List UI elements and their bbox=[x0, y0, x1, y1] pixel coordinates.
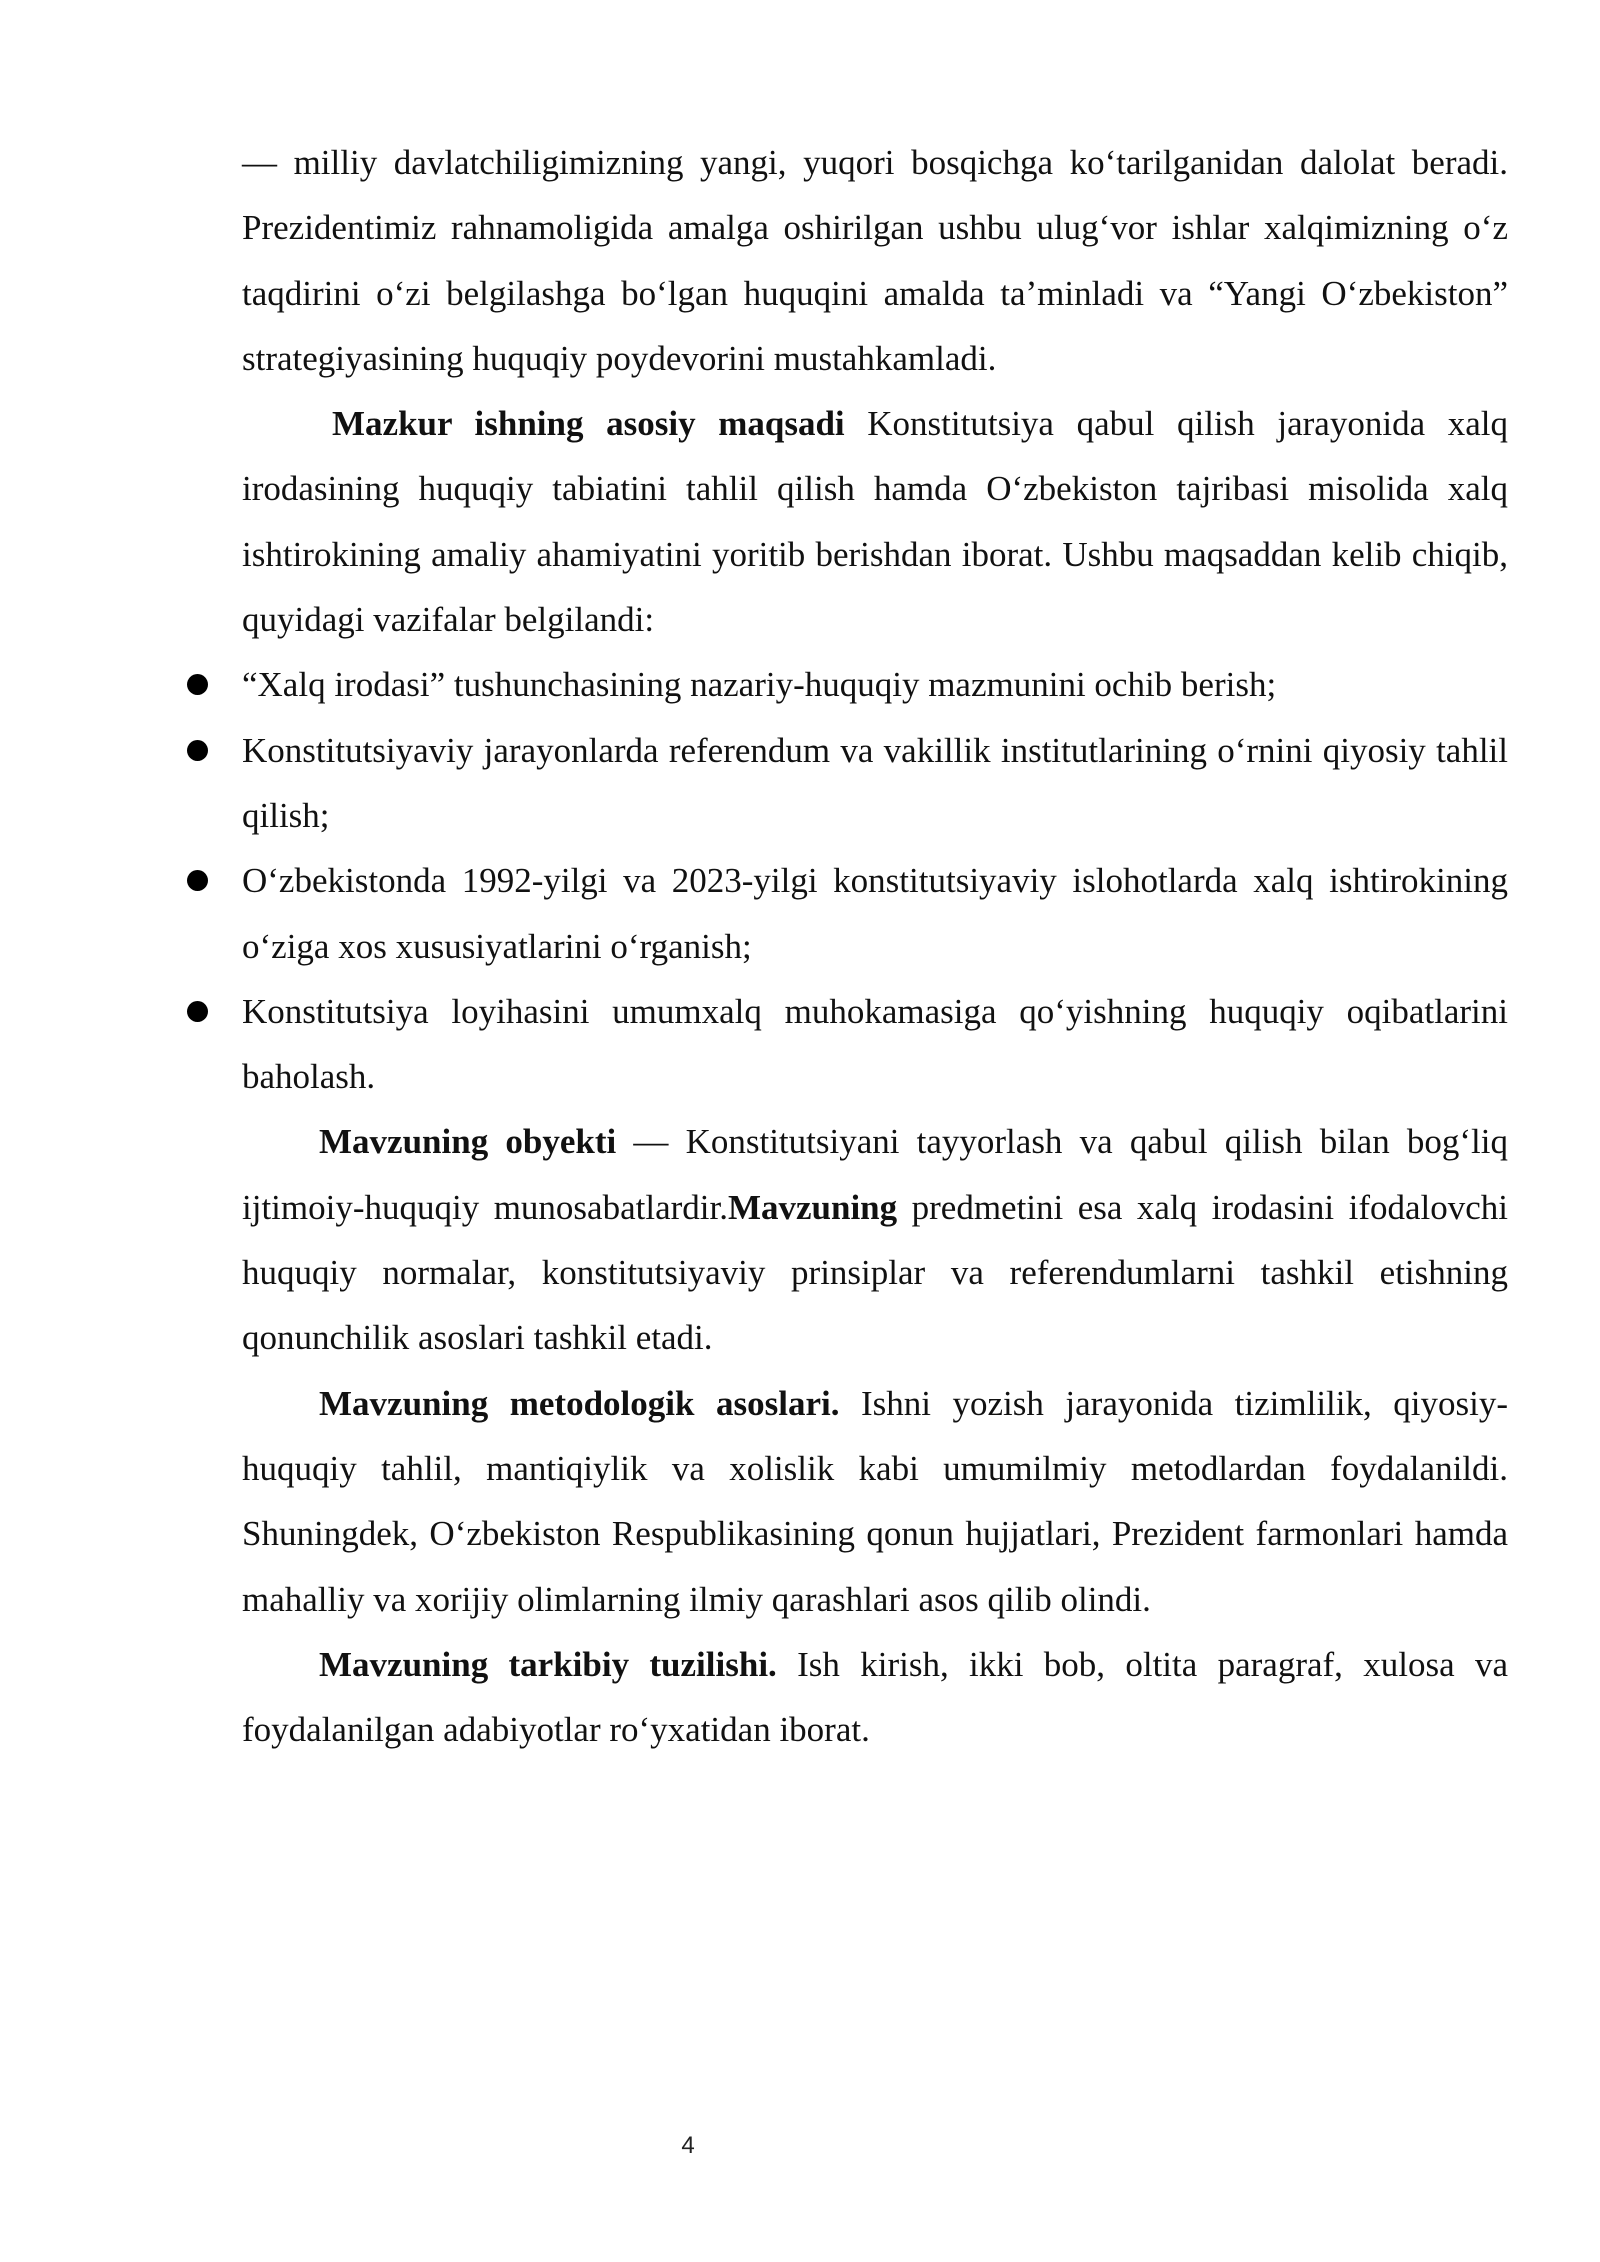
list-item bbox=[242, 979, 1508, 1110]
bullet-icon bbox=[187, 740, 208, 761]
list-item bbox=[242, 718, 1508, 849]
page-number: 4 bbox=[681, 2132, 695, 2159]
object-paragraph bbox=[242, 1109, 1508, 1370]
subject-heading: Mavzuning bbox=[727, 1187, 898, 1227]
goal-text: Konstitutsiya qabul qilish jarayonida xalq irodasining huquqiy tabiatini tahlil qilish hamda Oʻzbekiston tajribasi misolida xalq ishtirokining amaliy ahamiyatini yoritib berishdan iborat. Ushbu maqsaddan kelib chiqib, quyidagi vazifalar belgilandi: bbox=[242, 404, 1508, 640]
list-item bbox=[242, 652, 1508, 717]
structure-paragraph bbox=[242, 1632, 1508, 1763]
intro-continuation-paragraph: — milliy davlatchiligimizning yangi, yuqori bosqichga koʻtarilganidan dalolat beradi. Prezidentimiz rahnamoligida amalga oshirilgan ushbu ulugʻvor ishlar xalqimizning oʻz taqdirini oʻzi belgilashga boʻlgan huquqini amalda taʼminladi va “Yangi Oʻzbekiston” strategiyasining huquqiy poydevorini mustahkamladi. bbox=[242, 143, 1508, 378]
methodology-heading: Mavzuning metodologik asoslari. bbox=[319, 1383, 840, 1423]
document-body bbox=[242, 130, 1508, 1762]
task-text: Oʻzbekistonda 1992-yilgi va 2023-yilgi konstitutsiyaviy islohotlarda xalq ishtirokining oʻziga xos xususiyatlarini oʻrganish; bbox=[242, 861, 1508, 966]
structure-text: Ish kirish, ikki bob, oltita paragraf, xulosa va foydalanilgan adabiyotlar roʻyxatidan iborat. bbox=[242, 1644, 1508, 1750]
subject-text: predmetini esa xalq irodasini ifodalovchi huquqiy normalar, konstitutsiyaviy prinsiplar va referendumlarni tashkil etishning qonunchilik asoslari tashkil etadi. bbox=[242, 1187, 1508, 1358]
list-item bbox=[242, 848, 1508, 979]
bullet-icon bbox=[187, 870, 208, 891]
object-heading: Mavzuning obyekti bbox=[319, 1122, 617, 1162]
goal-heading: Mazkur ishning asosiy maqsadi bbox=[332, 404, 845, 444]
bullet-icon bbox=[187, 674, 208, 695]
goal-paragraph bbox=[242, 391, 1508, 652]
structure-heading: Mavzuning tarkibiy tuzilishi. bbox=[319, 1644, 777, 1684]
tasks-list bbox=[242, 652, 1508, 1109]
object-text: — Konstitutsiyani tayyorlash va qabul qilish bilan bogʻliq ijtimoiy-huquqiy munosabatlardir. bbox=[242, 1122, 1508, 1227]
methodology-paragraph bbox=[242, 1371, 1508, 1632]
task-text: Konstitutsiyaviy jarayonlarda referendum va vakillik institutlarining oʻrnini qiyosiy tahlil qilish; bbox=[242, 730, 1508, 835]
methodology-text: Ishni yozish jarayonida tizimlilik, qiyosiy-huquqiy tahlil, mantiqiylik va xolislik kabi umumilmiy metodlardan foydalanildi. Shuningdek, Oʻzbekiston Respublikasining qonun hujjatlari, Prezident farmonlari hamda mahalliy va xorijiy olimlarning ilmiy qarashlari asos qilib olindi. bbox=[242, 1383, 1508, 1619]
task-text: “Xalq irodasi” tushunchasining nazariy-huquqiy mazmunini ochib berish; bbox=[242, 665, 1277, 705]
task-text: Konstitutsiya loyihasini umumxalq muhokamasiga qoʻyishning huquqiy oqibatlarini baholash. bbox=[242, 991, 1508, 1097]
bullet-icon bbox=[187, 1001, 208, 1022]
